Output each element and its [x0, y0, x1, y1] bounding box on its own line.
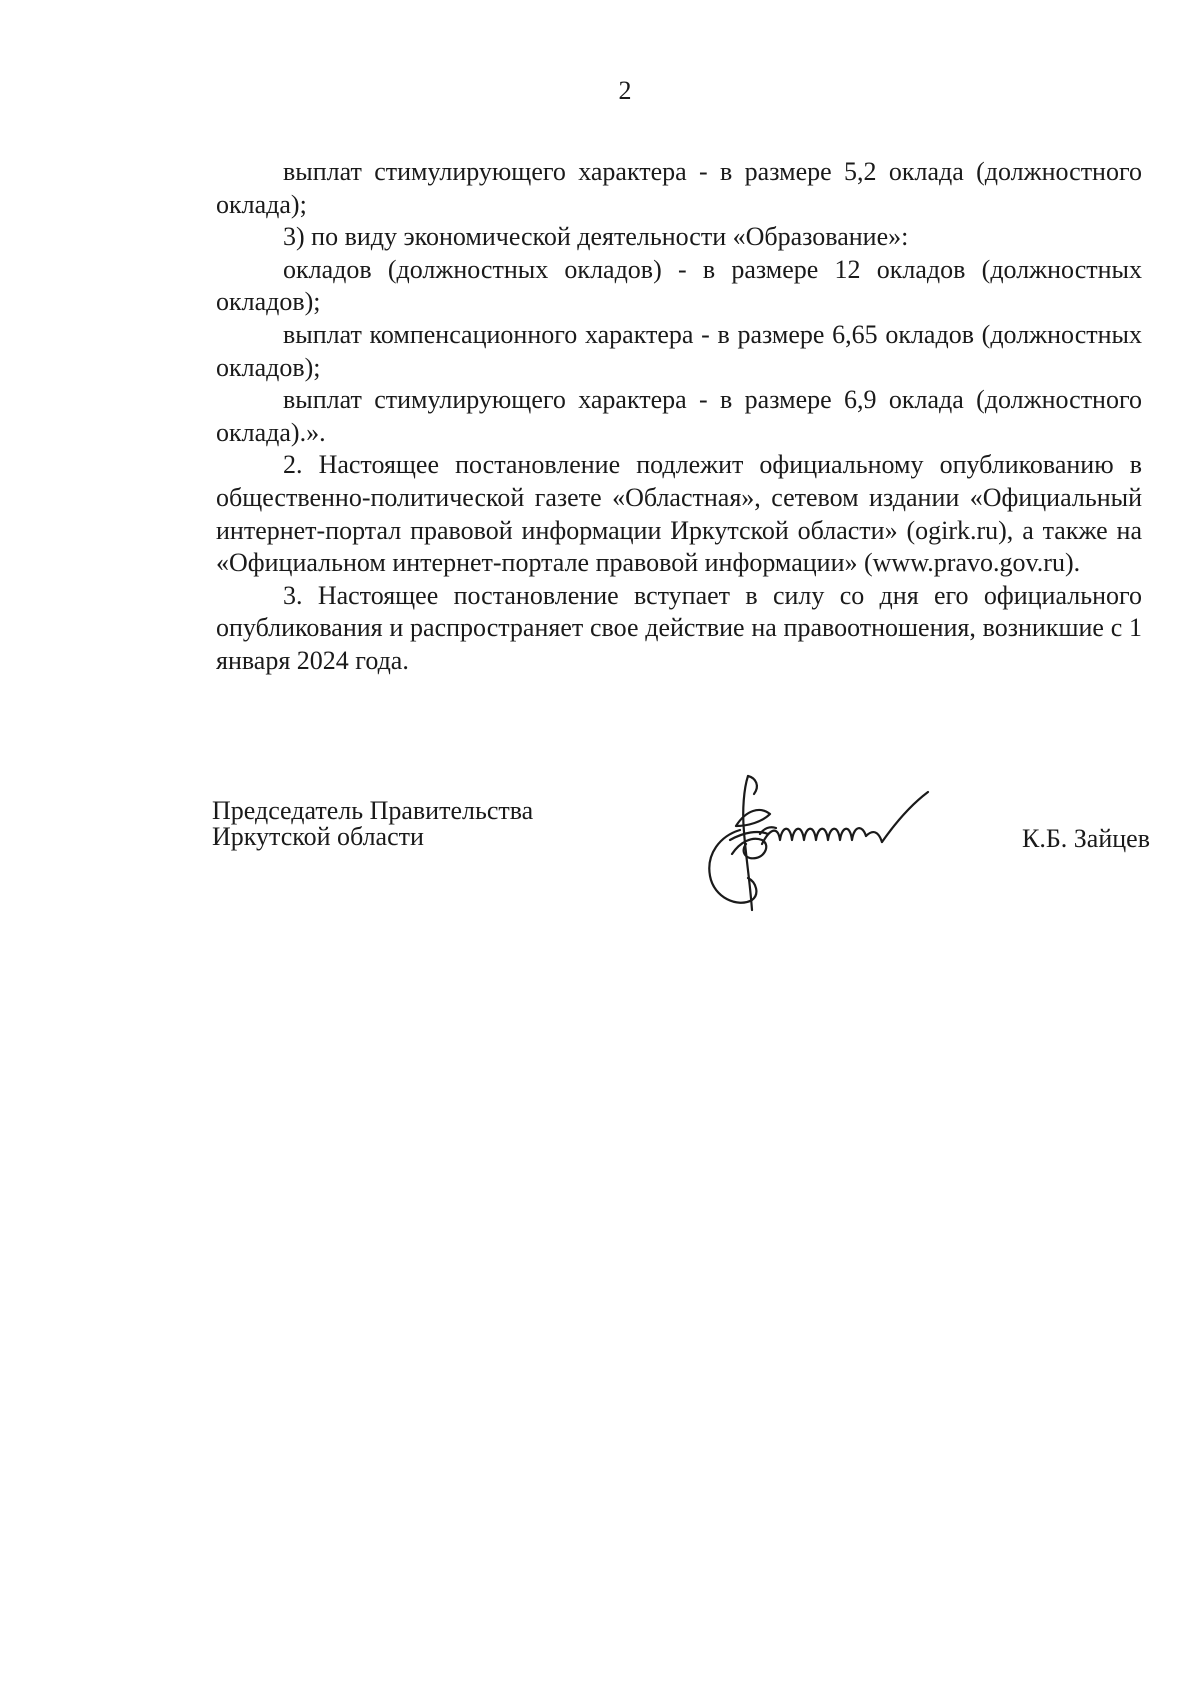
signatory-position-line-2: Иркутской области [212, 822, 424, 851]
handwritten-signature-icon [700, 770, 960, 920]
signatory-position-line-1: Председатель Правительства [212, 796, 534, 825]
paragraph-stimulating-payments-1: выплат стимулирующего характера - в размере 5,2 оклада (должностного оклада); [216, 157, 1142, 219]
paragraph-education-compensation: выплат компенсационного характера - в размере 6,65 окладов (должностных окладов); [216, 319, 1142, 382]
signatory-name: К.Б. Зайцев [1022, 824, 1150, 853]
paragraph-publication: 2. Настоящее постановление подлежит официальному опубликованию в общественно-политической газете «Областная», сетевом издании «Официальный интернет-портал правовой информации Иркутской области» (ogirk.ru), а также на «Официальном интернет-портале правовой информации» (www.pravo.gov.ru). [216, 450, 1142, 578]
page-number: 2 [618, 76, 632, 105]
paragraph-education-heading: 3) по виду экономической деятельности «Образование»: [283, 222, 909, 252]
paragraph-education-stimulating: выплат стимулирующего характера - в размере 6,9 оклада (должностного оклада).». [216, 385, 1142, 447]
paragraph-education-salaries: окладов (должностных окладов) - в размере 12 окладов (должностных окладов); [216, 254, 1142, 317]
document-body [216, 156, 1142, 678]
signatory-position [212, 798, 533, 850]
paragraph-effective-date: 3. Настоящее постановление вступает в силу со дня его официального опубликования и распространяет свое действие на правоотношения, возникшие с 1 января 2024 года. [216, 580, 1142, 675]
